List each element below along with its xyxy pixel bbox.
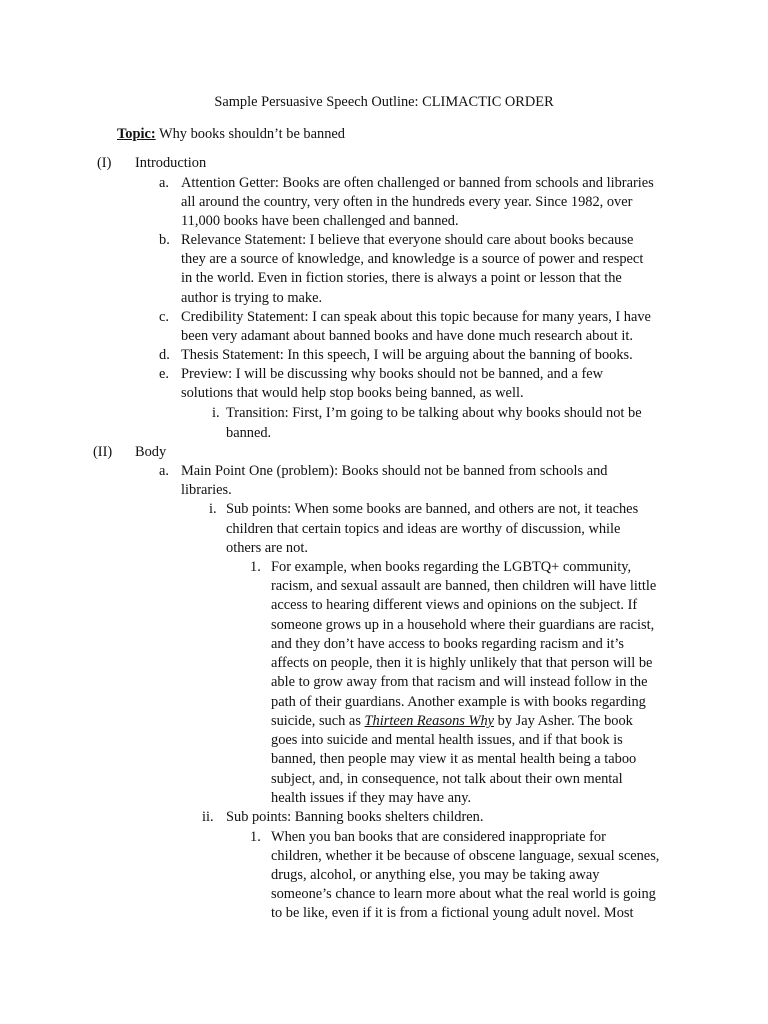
outline-text-line: 11,000 books have been challenged and banned. bbox=[181, 213, 459, 229]
outline-text-line: banned, then people may view it as mental health being a taboo bbox=[271, 751, 637, 767]
item-marker-e: e. bbox=[159, 366, 169, 382]
outline-text-line: goes into suicide and mental health issues, and if that book is bbox=[271, 732, 623, 748]
outline-text-line: health issues if they may have any. bbox=[271, 790, 472, 806]
outline-text-line: Credibility Statement: I can speak about this topic because for many years, I have bbox=[181, 309, 651, 325]
item-marker-b: b. bbox=[159, 232, 170, 248]
outline-text-line: Main Point One (problem): Books should not be banned from schools and bbox=[181, 463, 608, 479]
section-numeral-2: (II) bbox=[93, 444, 113, 460]
outline-text-line: path of their guardians. Another example is with books regarding bbox=[271, 694, 646, 710]
outline-text-line: children that certain topics and ideas are worthy of discussion, while bbox=[226, 521, 621, 537]
outline-text-line: When you ban books that are considered inappropriate for bbox=[271, 829, 606, 845]
outline-text-line: others are not. bbox=[226, 540, 308, 556]
item-marker-1: 1. bbox=[250, 829, 261, 845]
outline-text-line: in the world. Even in fiction stories, there is always a point or lesson that the bbox=[181, 270, 622, 286]
outline-text-line: solutions that would help stop books being banned, as well. bbox=[181, 385, 524, 401]
topic-line bbox=[117, 125, 345, 144]
outline-text-line: For example, when books regarding the LGBTQ+ community, bbox=[271, 559, 632, 575]
outline-text-line: banned. bbox=[226, 425, 272, 441]
section-heading-body: Body bbox=[135, 444, 167, 460]
outline-text-line: able to grow away from that racism and will instead follow in the bbox=[271, 674, 648, 690]
text-segment: suicide, such as bbox=[271, 713, 365, 729]
section-heading-introduction: Introduction bbox=[135, 155, 207, 171]
outline-text-line: all around the country, very often in the hundreds every year. Since 1982, over bbox=[181, 194, 633, 210]
outline-text-line: Preview: I will be discussing why books should not be banned, and a few bbox=[181, 366, 604, 382]
document-title: Sample Persuasive Speech Outline: CLIMACTIC ORDER bbox=[214, 94, 554, 110]
item-marker-d: d. bbox=[159, 347, 170, 363]
outline-text-line: Sub points: When some books are banned, and others are not, it teaches bbox=[226, 501, 639, 517]
item-marker-c: c. bbox=[159, 309, 169, 325]
outline-text-line: to be like, even if it is from a fictional young adult novel. Most bbox=[271, 905, 634, 921]
outline-text-line: Attention Getter: Books are often challenged or banned from schools and libraries bbox=[181, 175, 654, 191]
outline-text-line: author is trying to make. bbox=[181, 290, 323, 306]
item-marker-a: a. bbox=[159, 175, 169, 191]
book-title: Thirteen Reasons Why bbox=[364, 713, 495, 729]
outline-text-line: libraries. bbox=[181, 482, 232, 498]
item-marker-i: i. bbox=[209, 501, 217, 517]
outline-text-line: drugs, alcohol, or anything else, you may be taking away bbox=[271, 867, 600, 883]
outline-text-line: been very adamant about banned books and have done much research about it. bbox=[181, 328, 633, 344]
outline-text-line: access to hearing different views and opinions on the subject. If bbox=[271, 597, 638, 613]
section-numeral-1: (I) bbox=[97, 155, 112, 171]
item-marker-i: i. bbox=[212, 405, 220, 421]
outline-text-line: they are a source of knowledge, and knowledge is a source of power and respect bbox=[181, 251, 644, 267]
outline-text-line: children, whether it be because of obscene language, sexual scenes, bbox=[271, 848, 660, 864]
outline-text-line: someone’s chance to learn more about what the real world is going bbox=[271, 886, 656, 902]
outline-text-line: Transition: First, I’m going to be talking about why books should not be bbox=[226, 405, 642, 421]
topic-label: Topic: bbox=[117, 126, 156, 142]
item-marker-1: 1. bbox=[250, 559, 261, 575]
outline-text-line: and they don’t have access to books regarding racism and it’s bbox=[271, 636, 625, 652]
outline-text-line: subject, and, in consequence, not talk about their own mental bbox=[271, 771, 623, 787]
outline-text-line: Relevance Statement: I believe that everyone should care about books because bbox=[181, 232, 634, 248]
outline-text-line: affects on people, then it is highly unlikely that that person will be bbox=[271, 655, 653, 671]
outline-text-line: racism, and sexual assault are banned, then children will have little bbox=[271, 578, 657, 594]
item-marker-a: a. bbox=[159, 463, 169, 479]
outline-text-line: Sub points: Banning books shelters children. bbox=[226, 809, 484, 825]
item-marker-ii: ii. bbox=[202, 809, 214, 825]
outline-text-line-with-book-title bbox=[271, 712, 633, 731]
topic-text: Why books shouldn’t be banned bbox=[155, 126, 345, 142]
outline-text-line: someone grows up in a household where their guardians are racist, bbox=[271, 617, 655, 633]
outline-text-line: Thesis Statement: In this speech, I will be arguing about the banning of books. bbox=[181, 347, 633, 363]
text-segment: by Jay Asher. The book bbox=[494, 713, 633, 729]
